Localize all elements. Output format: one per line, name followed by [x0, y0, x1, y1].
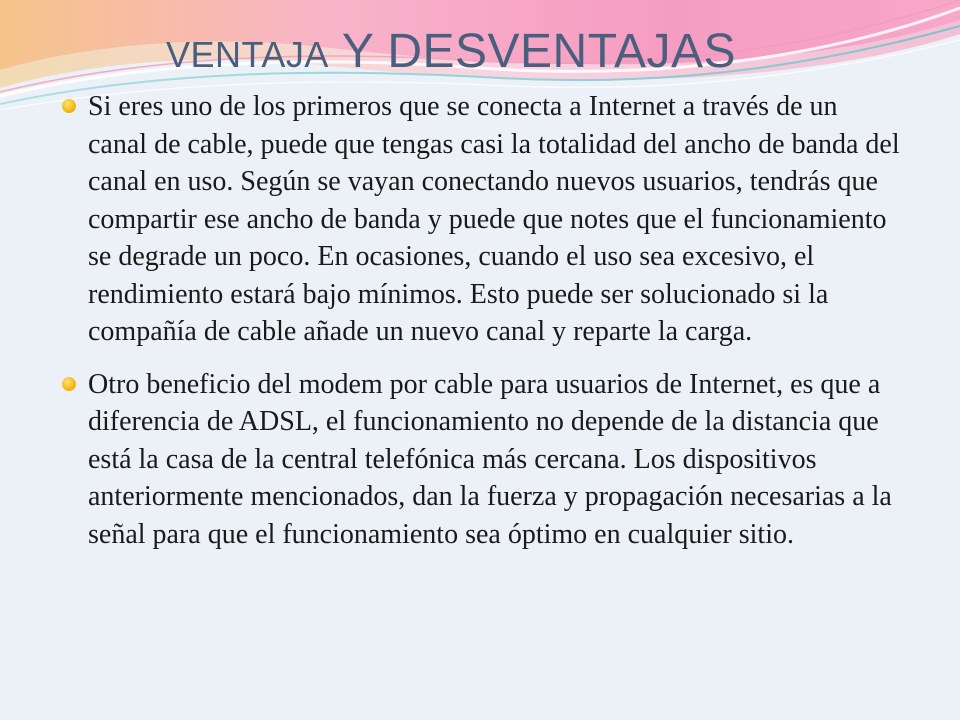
- list-item: [60, 366, 900, 554]
- list-item: [60, 88, 900, 351]
- bullet-text: Otro beneficio del modem por cable para usuarios de Internet, es que a diferencia de ADSL, el funcionamiento no depende de la distancia que está la casa de la central telefónica más cercana. Los dispositivos anteriormente mencionados, dan la fuerza y propagación necesarias a la señal para que el funcionamiento sea óptimo en cualquier sitio.: [88, 368, 892, 550]
- bullet-icon: [62, 377, 76, 391]
- slide-title-part2: Y DESVENTAJAS: [328, 25, 737, 78]
- slide-title: [166, 25, 737, 78]
- bullet-text: Si eres uno de los primeros que se conecta a Internet a través de un canal de cable, puede que tengas casi la totalidad del ancho de banda del canal en uso. Según se vayan conectando nuevos usuarios, tendrás que compartir ese ancho de banda y puede que notes que el funcionamiento se degrade un poco. En ocasiones, cuando el uso sea excesivo, el rendimiento estará bajo mínimos. Esto puede ser solucionado si la compañía de cable añade un nuevo canal y reparte la carga.: [88, 91, 900, 347]
- bullet-icon: [62, 99, 76, 113]
- slide-title-part1: VENTAJA: [166, 34, 329, 75]
- bullet-list: [60, 88, 900, 568]
